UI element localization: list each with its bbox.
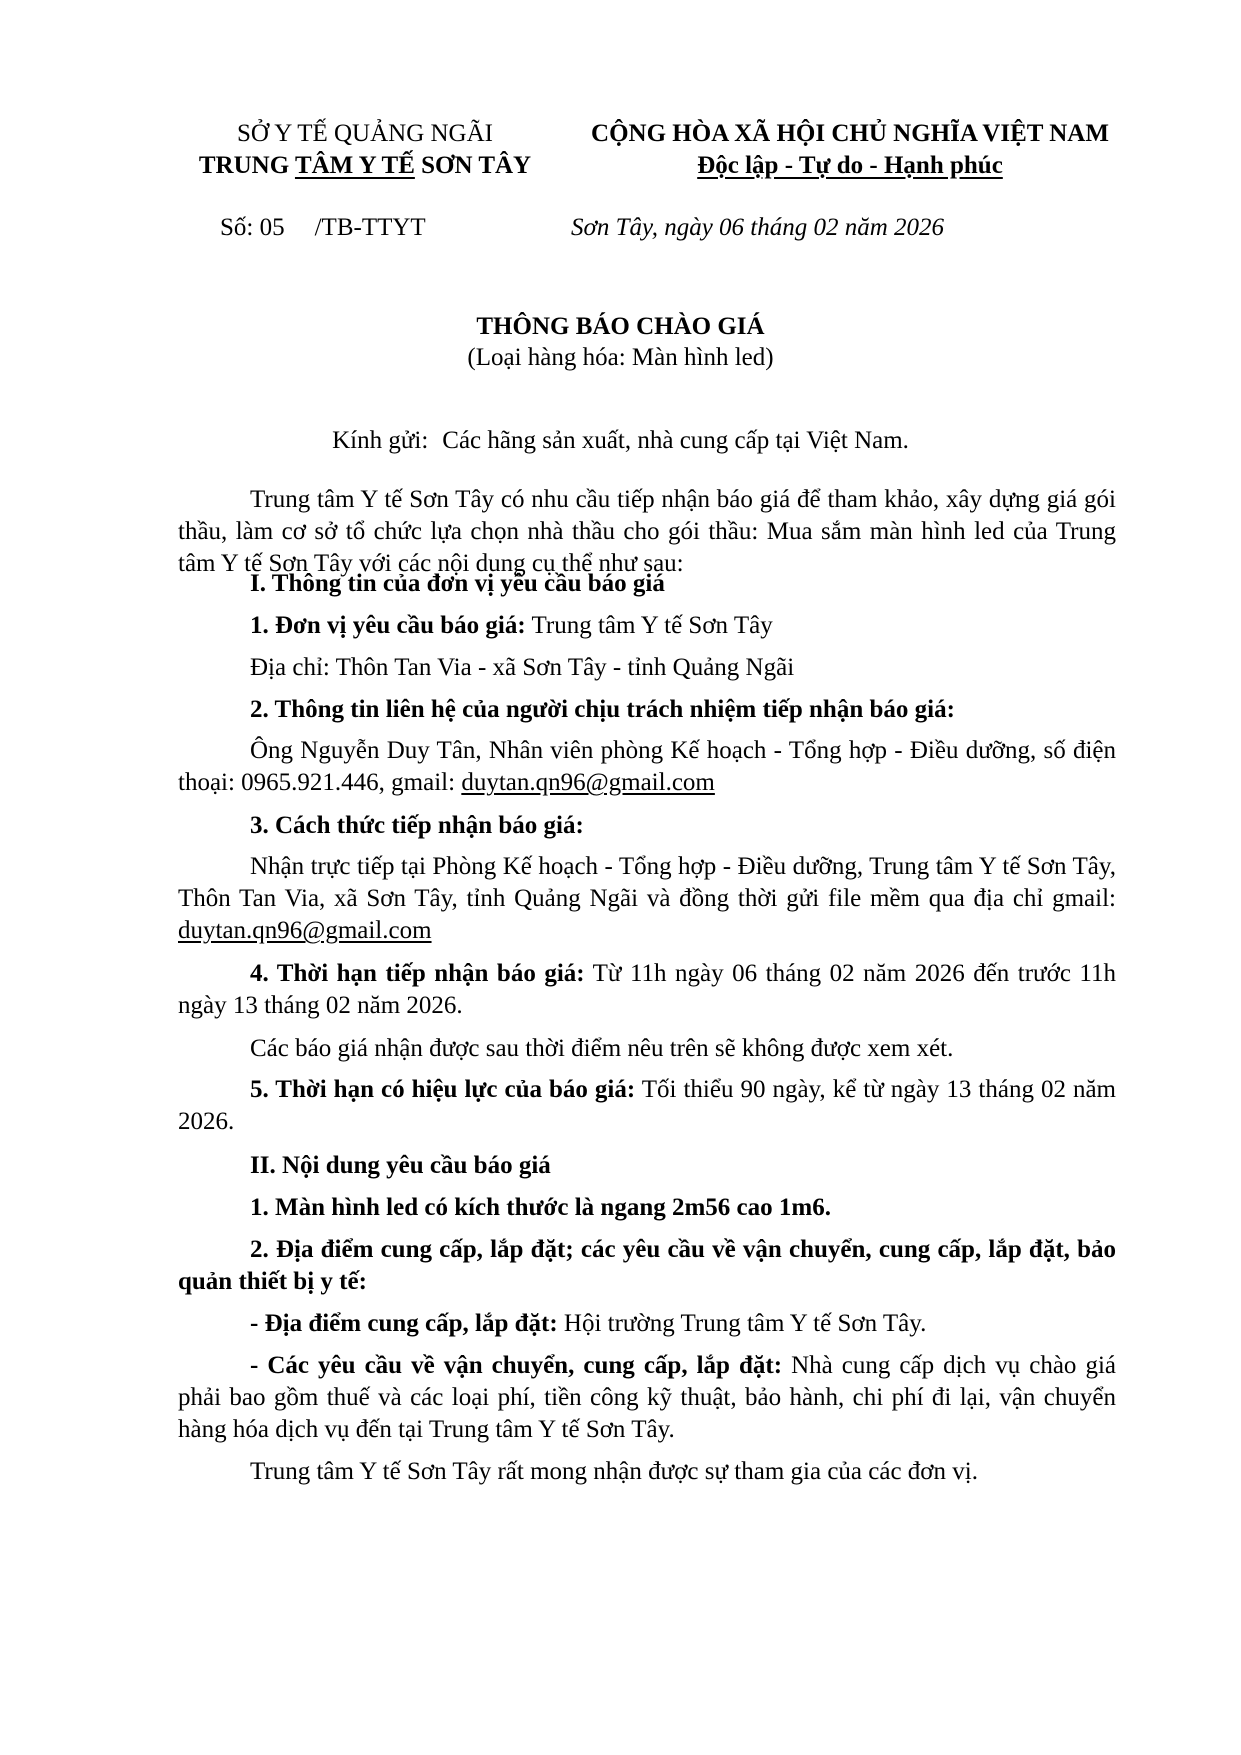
section2-heading: II. Nội dung yêu cầu báo giá: [250, 1152, 551, 1179]
item4-value: Từ 11h ngày 06 tháng 02 năm 2026 đến trước 11h ngày 13 tháng 02 năm 2026.: [178, 960, 1116, 1019]
contact-email-link[interactable]: duytan.qn96@gmail.com: [461, 769, 715, 796]
section2-bullet1: [178, 1308, 1116, 1340]
document-number: [220, 214, 426, 242]
bullet1-value: Hội trường Trung tâm Y tế Sơn Tây.: [557, 1310, 927, 1337]
item5-value: Tối thiểu 90 ngày, kể từ ngày 13 tháng 02 năm 2026.: [178, 1076, 1116, 1135]
issuing-unit-post: SƠN TÂY: [414, 152, 532, 179]
section1-item2: [178, 694, 1116, 726]
led-size-text: 1. Màn hình led có kích thước là ngang 2m56 cao 1m6.: [250, 1194, 831, 1221]
issuing-unit-pre: TRUNG: [198, 152, 295, 179]
section1-address: [178, 652, 1116, 684]
item1-label: 1. Đơn vị yêu cầu báo giá:: [250, 612, 526, 639]
document-title: THÔNG BÁO CHÀO GIÁ: [476, 313, 765, 340]
document-number-label: Số: 05: [220, 214, 285, 241]
intro-paragraph: [178, 484, 1116, 580]
place-date: Sơn Tây, ngày 06 tháng 02 năm 2026: [571, 214, 945, 241]
section1-item2-text: [178, 735, 1116, 799]
issuing-unit: [140, 150, 590, 182]
section1-item4: [178, 958, 1116, 1022]
item5-label: 5. Thời hạn có hiệu lực của báo giá:: [250, 1076, 636, 1103]
section1: [178, 568, 1116, 600]
delivery-requirements-heading: 2. Địa điểm cung cấp, lắp đặt; các yêu cầu về vận chuyển, cung cấp, lắp đặt, bảo quản thiết bị y tế:: [178, 1236, 1116, 1295]
section2-item1: [178, 1192, 1116, 1224]
bullet2-value: Nhà cung cấp dịch vụ chào giá phải bao gồm thuế và các loại phí, tiền công kỹ thuật, bảo hành, chi phí đi lại, vận chuyển hàng hóa dịch vụ đến tại Trung tâm Y tế Sơn Tây.: [178, 1352, 1117, 1443]
issuing-unit-underlined: TÂM Y TẾ: [294, 152, 415, 179]
bullet2-label: - Các yêu cầu về vận chuyển, cung cấp, lắp đặt:: [250, 1352, 783, 1379]
closing-text: Trung tâm Y tế Sơn Tây rất mong nhận được sự tham gia của các đơn vị.: [250, 1458, 978, 1485]
closing: [178, 1456, 1116, 1488]
section2: [178, 1150, 1116, 1182]
national-motto: [555, 150, 1145, 182]
section1-item5: [178, 1074, 1116, 1138]
recipient-line: [0, 427, 1241, 455]
document-number-suffix: /TB-TTYT: [314, 214, 426, 241]
item4-label: 4. Thời hạn tiếp nhận báo giá:: [250, 960, 585, 987]
intro-text: Trung tâm Y tế Sơn Tây có nhu cầu tiếp nhận báo giá để tham khảo, xây dựng giá gói thầu, làm cơ sở tổ chức lựa chọn nhà thầu cho gói thầu: Mua sắm màn hình led của Trung tâm Y tế Sơn Tây với các nội dung cụ thể như sau:: [178, 486, 1116, 577]
item1-value: Trung tâm Y tế Sơn Tây: [525, 612, 773, 639]
item2-label: 2. Thông tin liên hệ của người chịu trách nhiệm tiếp nhận báo giá:: [250, 696, 955, 723]
national-header: [555, 118, 1145, 182]
recipient-label: Kính gửi:: [332, 427, 429, 454]
section2-item2: [178, 1234, 1116, 1298]
item3-label: 3. Cách thức tiếp nhận báo giá:: [250, 812, 584, 839]
contact-text: Ông Nguyễn Duy Tân, Nhân viên phòng Kế hoạch - Tổng hợp - Điều dưỡng, số điện thoại: 0965.921.446, gmail:: [178, 737, 1116, 796]
section1-item3-text: [178, 851, 1116, 947]
section1-item1: [178, 610, 1116, 642]
section1-item3: [178, 810, 1116, 842]
bullet1-label: - Địa điểm cung cấp, lắp đặt:: [250, 1310, 558, 1337]
section1-heading: I. Thông tin của đơn vị yêu cầu báo giá: [250, 570, 665, 597]
parent-agency: SỞ Y TẾ QUẢNG NGÃI: [236, 120, 493, 147]
receipt-method-text: Nhận trực tiếp tại Phòng Kế hoạch - Tổng hợp - Điều dưỡng, Trung tâm Y tế Sơn Tây, Thôn Tan Via, xã Sơn Tây, tỉnh Quảng Ngãi và đồng thời gửi file mềm qua địa chỉ gmail:: [178, 853, 1116, 912]
late-note: [178, 1033, 1116, 1065]
recipient-value: Các hãng sản xuất, nhà cung cấp tại Việt Nam.: [442, 427, 909, 454]
address-text: Địa chỉ: Thôn Tan Via - xã Sơn Tây - tỉnh Quảng Ngãi: [250, 654, 795, 681]
late-note-text: Các báo giá nhận được sau thời điểm nêu trên sẽ không được xem xét.: [250, 1035, 954, 1062]
issuing-authority: [140, 118, 590, 182]
national-title: CỘNG HÒA XÃ HỘI CHỦ NGHĨA VIỆT NAM: [591, 120, 1109, 147]
receipt-email-link[interactable]: duytan.qn96@gmail.com: [178, 917, 432, 944]
section2-bullet2: [178, 1350, 1116, 1446]
document-subtitle: (Loại hàng hóa: Màn hình led): [467, 344, 774, 371]
national-motto-text: Độc lập - Tự do - Hạnh phúc: [697, 152, 1003, 179]
